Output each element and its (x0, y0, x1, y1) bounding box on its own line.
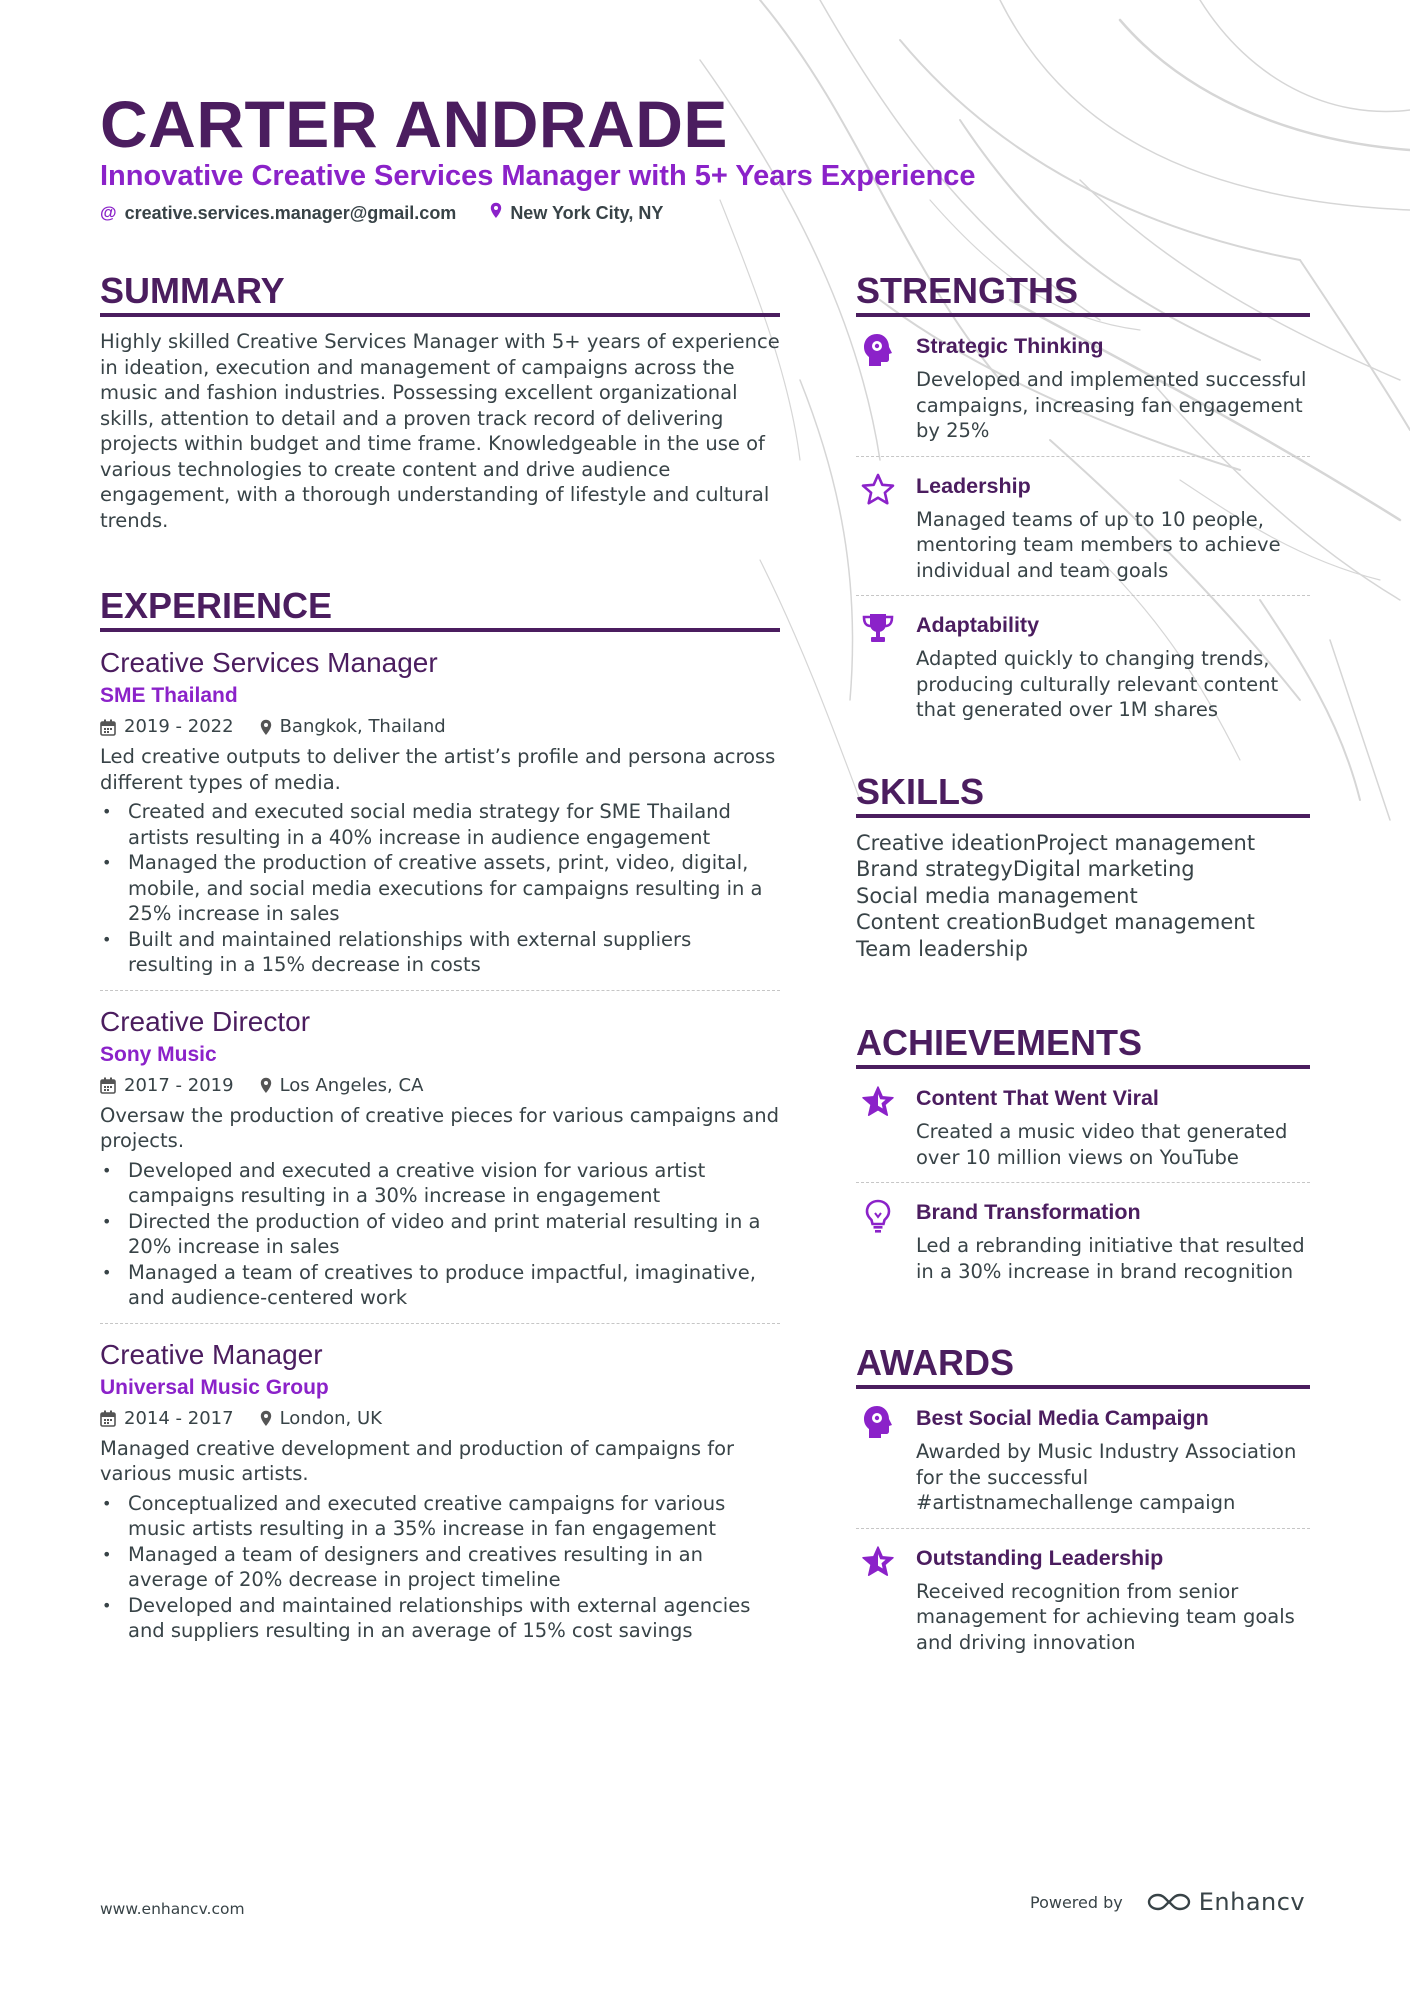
job-bullets (100, 1158, 780, 1311)
achievement-item (856, 1069, 1310, 1183)
candidate-name: CARTER ANDRADE (100, 87, 728, 161)
strength-content (916, 610, 1310, 723)
email-contact[interactable] (100, 203, 456, 224)
award-title: Outstanding Leadership (916, 1545, 1164, 1570)
location-pin-icon (260, 1077, 272, 1094)
job-meta (100, 1404, 780, 1434)
footer-website[interactable]: www.enhancv.com (100, 1900, 245, 1918)
skills-list (856, 830, 1310, 963)
powered-by-label: Powered by (1030, 1892, 1123, 1912)
achievement-item (856, 1183, 1310, 1296)
job-title: Creative Services Manager (100, 647, 438, 678)
award-content (916, 1403, 1310, 1516)
award-item (856, 1529, 1310, 1668)
strength-item (856, 457, 1310, 597)
awards-section (856, 1342, 1310, 1667)
right-column (856, 270, 1310, 1667)
left-column (100, 270, 780, 1656)
job-bullet: • Managed the production of creative assets, print, video, digital, mobile, and social media executions for campaigns resulting in a 25% increase in sales (100, 850, 780, 927)
skill-row: Team leadership (856, 936, 1029, 961)
award-title: Best Social Media Campaign (916, 1406, 1209, 1430)
trophy-icon (856, 610, 900, 723)
jobs-list (100, 632, 780, 1656)
job-description: Oversaw the production of creative pieces for various campaigns and projects. (100, 1103, 779, 1152)
job-company: SME Thailand (100, 684, 238, 707)
strength-title: Strategic Thinking (916, 334, 1104, 358)
achievement-title: Content That Went Viral (916, 1086, 1159, 1110)
skill-row: Brand strategyDigital marketing (856, 857, 1195, 881)
job-location-text: London, UK (279, 1407, 382, 1429)
skill-row: Content creationBudget management (856, 910, 1255, 934)
job-dates (100, 1071, 234, 1101)
strength-text: Managed teams of up to 10 people, mentoring team members to achieve individual and team goals (916, 507, 1281, 582)
job-company: Sony Music (100, 1042, 217, 1066)
email-text: creative.services.manager@gmail.com (124, 202, 457, 223)
job-location-text: Los Angeles, CA (279, 1074, 424, 1096)
strength-title: Adaptability (916, 613, 1040, 637)
strengths-title: STRENGTHS (856, 270, 1310, 317)
job-entry (100, 991, 780, 1324)
strength-title: Leadership (916, 473, 1031, 498)
award-item (856, 1389, 1310, 1529)
lightbulb-icon (856, 1197, 900, 1284)
job-title: Creative Manager (100, 1338, 323, 1370)
star-filled-icon (856, 1543, 900, 1656)
star-filled-icon (856, 1083, 900, 1170)
skill-row: Creative ideationProject management (856, 830, 1256, 855)
candidate-headline: Innovative Creative Services Manager with 5+ Years Experience (100, 160, 976, 192)
skill-row: Social media management (856, 883, 1138, 908)
award-content (916, 1543, 1310, 1656)
job-description: Led creative outputs to deliver the artist’s profile and persona across different types of media. (100, 745, 776, 794)
job-dates-text: 2017 - 2019 (124, 1074, 234, 1096)
contact-info (100, 202, 663, 224)
skills-section (856, 771, 1310, 963)
achievement-title: Brand Transformation (916, 1200, 1141, 1224)
calendar-icon (100, 719, 116, 736)
experience-title: EXPERIENCE (100, 585, 780, 632)
job-company: Universal Music Group (100, 1375, 329, 1399)
summary-section (100, 270, 780, 533)
brand-name: Enhancv (1198, 1888, 1306, 1916)
brain-head-icon (856, 331, 900, 444)
job-bullet: • Built and maintained relationships with external suppliers resulting in a 15% decrease in costs (100, 927, 780, 978)
job-bullet: • Conceptualized and executed creative campaigns for various music artists resulting in a 35% increase in fan engagement (100, 1491, 780, 1542)
job-dates (100, 712, 234, 742)
job-title: Creative Director (100, 1005, 311, 1037)
brand-logo[interactable] (1147, 1888, 1305, 1916)
location-contact (490, 202, 663, 224)
enhancv-logo-icon (1147, 1891, 1191, 1913)
at-sign-icon: @ (100, 203, 117, 222)
calendar-icon (100, 1410, 116, 1427)
job-bullets (100, 799, 780, 978)
strength-item (856, 317, 1310, 457)
job-bullet: • Created and executed social media strategy for SME Thailand artists resulting in a 40% increase in audience engagement (100, 799, 780, 850)
achievements-section (856, 1022, 1310, 1296)
job-meta (100, 1071, 780, 1101)
job-bullets (100, 1491, 780, 1644)
summary-text: Highly skilled Creative Services Manager with 5+ years of experience in ideation, execution and management of campaigns across the music and fashion industries. Possessing excellent organizational skills, attention to detail and a proven track record of delivering projects within budget and time frame. Knowledgeable in the use of various technologies to create content and drive audience engagement, with a thorough understanding of lifestyle and cultural trends. (100, 330, 780, 532)
footer-branding (1030, 1888, 1305, 1916)
job-bullet: • Developed and executed a creative vision for various artist campaigns resulting in a 30% increase in engagement (100, 1158, 780, 1209)
strength-text: Adapted quickly to changing trends, producing culturally relevant content that generated over 1M shares (916, 647, 1279, 721)
job-entry (100, 1324, 780, 1656)
job-location-text: Bangkok, Thailand (279, 716, 446, 737)
strength-item (856, 596, 1310, 735)
award-text: Awarded by Music Industry Association for the successful #artistnamechallenge campaign (916, 1440, 1297, 1514)
location-text: New York City, NY (510, 202, 664, 223)
awards-title: AWARDS (856, 1342, 1310, 1389)
award-text: Received recognition from senior management for achieving team goals and driving innovation (916, 1579, 1295, 1654)
strength-text: Developed and implemented successful campaigns, increasing fan engagement by 25% (916, 368, 1307, 442)
achievement-text: Led a rebranding initiative that resulted in a 30% increase in brand recognition (916, 1234, 1305, 1283)
star-outline-icon (856, 471, 900, 584)
job-bullet: • Managed a team of designers and creatives resulting in an average of 20% decrease in project timeline (100, 1542, 780, 1593)
brain-head-icon (856, 1403, 900, 1516)
achievement-content (916, 1197, 1310, 1284)
job-location (260, 712, 446, 742)
location-pin-icon (260, 719, 272, 736)
job-bullet: • Managed a team of creatives to produce impactful, imaginative, and audience-centered work (100, 1260, 780, 1311)
achievement-text: Created a music video that generated over 10 million views on YouTube (916, 1120, 1288, 1169)
strengths-section (856, 270, 1310, 735)
calendar-icon (100, 1077, 116, 1094)
skills-title: SKILLS (856, 771, 1310, 818)
job-dates-text: 2019 - 2022 (124, 716, 234, 737)
experience-section (100, 585, 780, 1656)
strength-content (916, 331, 1310, 444)
achievements-title: ACHIEVEMENTS (856, 1022, 1310, 1069)
job-dates-text: 2014 - 2017 (124, 1407, 234, 1429)
job-dates (100, 1404, 234, 1434)
location-pin-icon (490, 202, 502, 224)
job-bullet: • Developed and maintained relationships with external agencies and suppliers resulting in an average of 15% cost savings (100, 1593, 780, 1644)
achievement-content (916, 1083, 1310, 1170)
job-bullet: • Directed the production of video and print material resulting in a 20% increase in sales (100, 1209, 780, 1260)
job-location (260, 1404, 382, 1434)
summary-title: SUMMARY (100, 270, 780, 317)
location-pin-icon (260, 1410, 272, 1427)
strength-content (916, 471, 1310, 584)
job-meta (100, 712, 780, 742)
job-location (260, 1071, 424, 1101)
job-description: Managed creative development and production of campaigns for various music artists. (100, 1436, 735, 1485)
job-entry (100, 632, 780, 991)
